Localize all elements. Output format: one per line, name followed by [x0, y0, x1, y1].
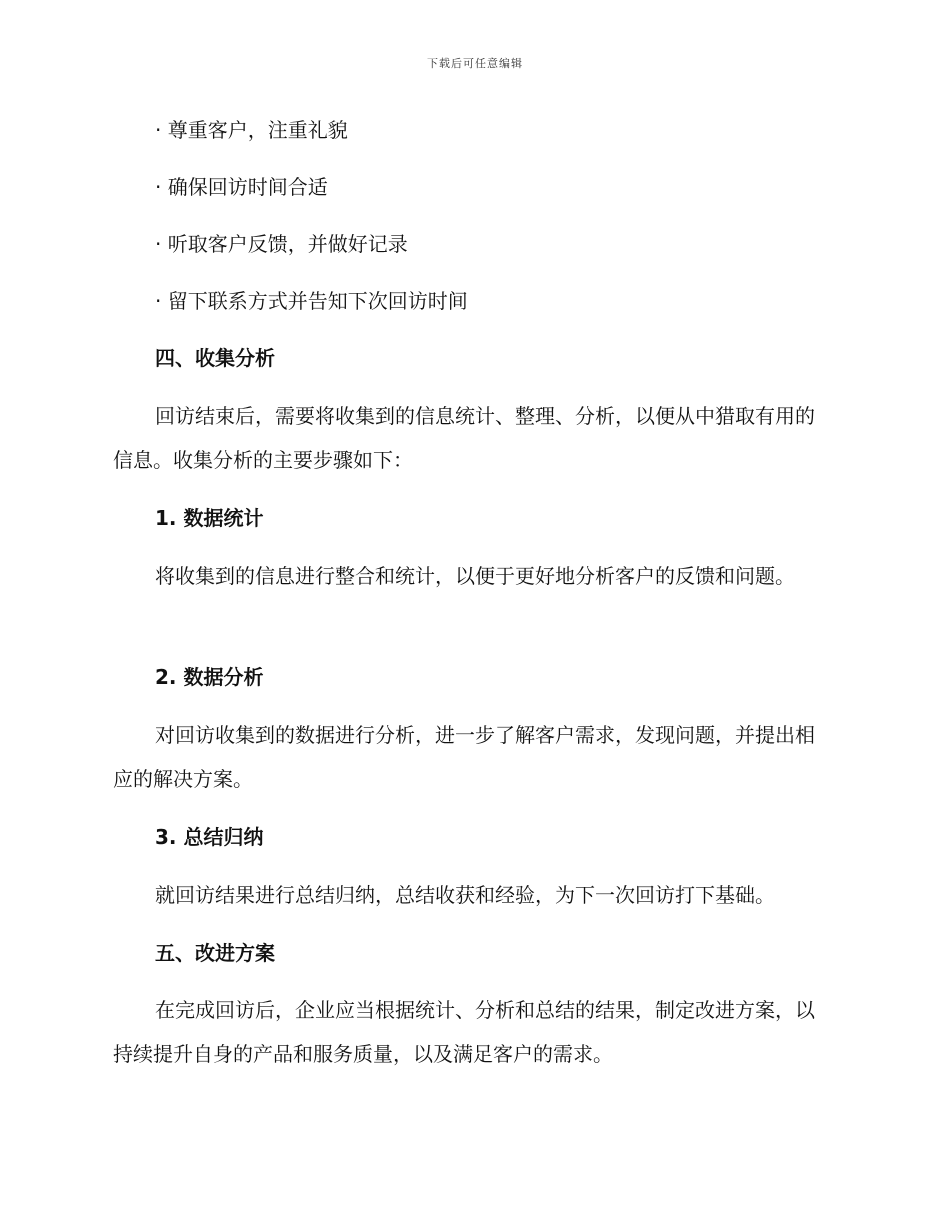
step-paragraph: 将收集到的信息进行整合和统计，以便于更好地分析客户的反馈和问题。: [155, 564, 795, 588]
section-heading: 四、收集分析: [155, 346, 275, 370]
section-heading: 五、改进方案: [155, 941, 275, 965]
bullet-item: · 确保回访时间合适: [155, 175, 328, 199]
section-paragraph: 回访结束后，需要将收集到的信息统计、整理、分析，以便从中猎取有用的信息。收集分析的主要步骤如下：: [113, 404, 815, 472]
bullet-item: · 听取客户反馈，并做好记录: [155, 232, 408, 256]
page-header: 下载后可任意编辑: [427, 57, 523, 70]
step-paragraph: 对回访收集到的数据进行分析，进一步了解客户需求，发现问题，并提出相应的解决方案。: [113, 723, 815, 791]
section-paragraph: 在完成回访后，企业应当根据统计、分析和总结的结果，制定改进方案，以持续提升自身的产品和服务质量，以及满足客户的需求。: [113, 998, 815, 1066]
step-paragraph: 就回访结果进行总结归纳，总结收获和经验，为下一次回访打下基础。: [155, 883, 775, 907]
bullet-item: · 留下联系方式并告知下次回访时间: [155, 289, 468, 313]
step-heading: 2. 数据分析: [155, 665, 264, 689]
step-heading: 1. 数据统计: [155, 506, 264, 530]
bullet-item: · 尊重客户，注重礼貌: [155, 118, 348, 142]
step-heading: 3. 总结归纳: [155, 825, 264, 849]
